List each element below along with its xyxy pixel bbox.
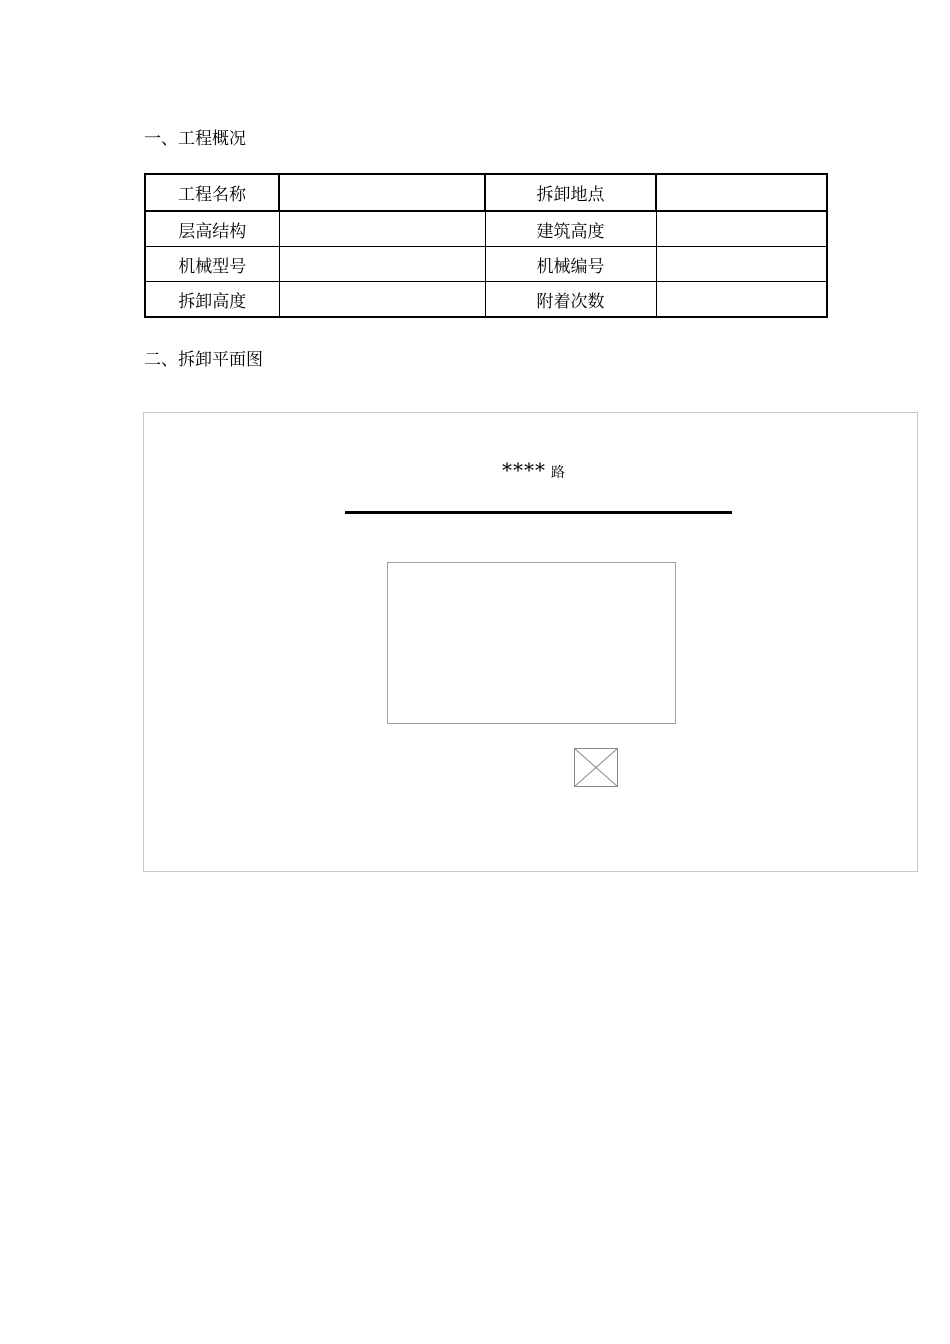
value-cell[interactable] <box>656 247 827 282</box>
value-cell[interactable] <box>279 174 485 211</box>
section-heading-overview: 一、工程概况 <box>144 129 246 149</box>
building-outline <box>387 562 676 724</box>
road-name-placeholder: **** <box>502 458 546 482</box>
value-cell[interactable] <box>656 174 827 211</box>
value-cell[interactable] <box>279 211 485 247</box>
road-label <box>502 458 565 482</box>
table-row <box>145 174 827 211</box>
table-row <box>145 282 827 318</box>
label-cell: 拆卸地点 <box>485 174 656 211</box>
value-cell[interactable] <box>279 247 485 282</box>
table-row <box>145 211 827 247</box>
road-suffix: 路 <box>551 465 565 481</box>
label-cell: 拆卸高度 <box>145 282 279 318</box>
project-overview-table <box>144 173 828 318</box>
crane-position-marker <box>574 748 618 787</box>
section-heading-plan: 二、拆卸平面图 <box>144 350 263 370</box>
label-cell: 建筑高度 <box>485 211 656 247</box>
label-cell: 工程名称 <box>145 174 279 211</box>
label-cell: 附着次数 <box>485 282 656 318</box>
value-cell[interactable] <box>656 211 827 247</box>
table-row <box>145 247 827 282</box>
value-cell[interactable] <box>279 282 485 318</box>
label-cell: 机械型号 <box>145 247 279 282</box>
road-line <box>345 511 732 514</box>
value-cell[interactable] <box>656 282 827 318</box>
label-cell: 机械编号 <box>485 247 656 282</box>
label-cell: 层高结构 <box>145 211 279 247</box>
